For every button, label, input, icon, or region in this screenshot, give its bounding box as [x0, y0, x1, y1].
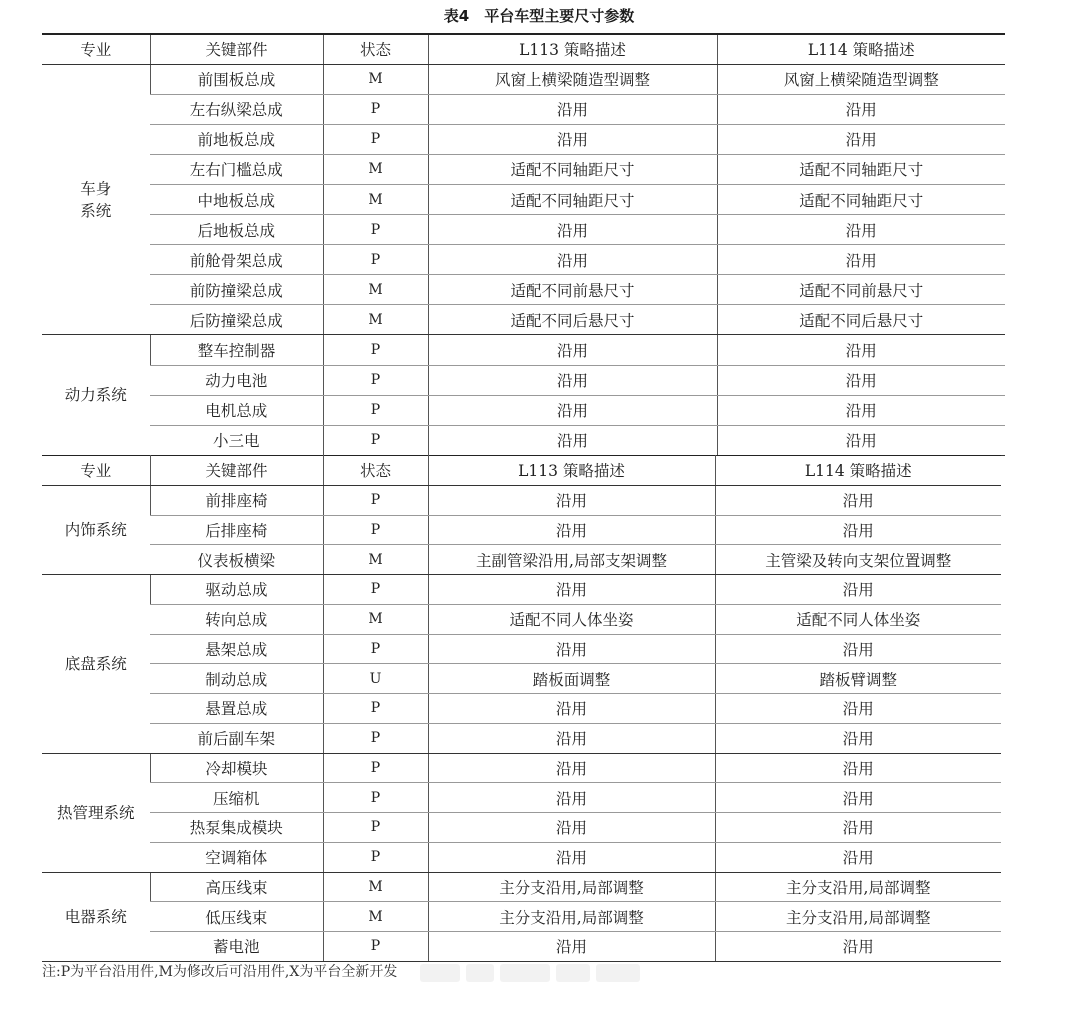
- header-status: 状态: [323, 34, 428, 64]
- table-header-row: [42, 456, 1001, 486]
- status-cell: P: [323, 124, 428, 154]
- header-l114-strategy: L114 策略描述: [717, 34, 1005, 64]
- l114-strategy-cell: 主分支沿用,局部调整: [715, 872, 1001, 902]
- l114-strategy-cell: 沿用: [717, 94, 1005, 124]
- part-name-cell: 整车控制器: [150, 335, 323, 365]
- status-cell: P: [323, 932, 428, 962]
- header-key-part: 关键部件: [150, 456, 323, 486]
- l114-strategy-cell: 沿用: [715, 634, 1001, 664]
- system-group-cell: [42, 753, 150, 872]
- part-name-cell: 冷却模块: [150, 753, 323, 783]
- l114-strategy-cell: 沿用: [717, 215, 1005, 245]
- l113-strategy-cell: 沿用: [428, 124, 717, 154]
- table-row: [42, 545, 1001, 575]
- part-name-cell: 后地板总成: [150, 215, 323, 245]
- l113-strategy-cell: 沿用: [428, 753, 715, 783]
- status-cell: U: [323, 664, 428, 694]
- table-row: [42, 842, 1001, 872]
- system-name-line: 热管理系统: [56, 803, 135, 822]
- l113-strategy-cell: 沿用: [428, 634, 715, 664]
- status-cell: P: [323, 783, 428, 813]
- table-row: [42, 94, 1005, 124]
- table-caption: 表4 平台车型主要尺寸参数: [443, 7, 635, 25]
- l113-strategy-cell: 适配不同前悬尺寸: [428, 275, 717, 305]
- table-row: [42, 395, 1005, 425]
- part-name-cell: 压缩机: [150, 783, 323, 813]
- status-cell: P: [323, 723, 428, 753]
- l113-strategy-cell: 沿用: [428, 515, 715, 545]
- table-row: [42, 694, 1001, 724]
- l113-strategy-cell: 适配不同后悬尺寸: [428, 305, 717, 335]
- part-name-cell: 前舱骨架总成: [150, 245, 323, 275]
- part-name-cell: 中地板总成: [150, 184, 323, 214]
- l113-strategy-cell: 适配不同人体坐姿: [428, 604, 715, 634]
- status-cell: P: [323, 694, 428, 724]
- l114-strategy-cell: 主分支沿用,局部调整: [715, 902, 1001, 932]
- l114-strategy-cell: 适配不同前悬尺寸: [717, 275, 1005, 305]
- header-l114-strategy: L114 策略描述: [715, 456, 1001, 486]
- table1-body: [42, 34, 1005, 455]
- status-cell: P: [323, 485, 428, 515]
- l113-strategy-cell: 沿用: [428, 813, 715, 843]
- part-name-cell: 左右纵梁总成: [150, 94, 323, 124]
- system-name-line: 内饰系统: [64, 520, 127, 539]
- l113-strategy-cell: 主分支沿用,局部调整: [428, 872, 715, 902]
- l113-strategy-cell: 沿用: [428, 842, 715, 872]
- part-name-cell: 蓄电池: [150, 932, 323, 962]
- spec-table-part-1: [42, 33, 1005, 456]
- table-row: [42, 184, 1005, 214]
- l114-strategy-cell: 踏板臂调整: [715, 664, 1001, 694]
- part-name-cell: 后排座椅: [150, 515, 323, 545]
- table-row: [42, 154, 1005, 184]
- status-cell: P: [323, 515, 428, 545]
- table-row: [42, 335, 1005, 365]
- system-name-line: 系统: [80, 201, 112, 220]
- l114-strategy-cell: 沿用: [715, 575, 1001, 605]
- l113-strategy-cell: 沿用: [428, 245, 717, 275]
- l114-strategy-cell: 风窗上横梁随造型调整: [717, 64, 1005, 94]
- system-group-cell: [42, 575, 150, 754]
- part-name-cell: 前围板总成: [150, 64, 323, 94]
- l113-strategy-cell: 沿用: [428, 395, 717, 425]
- table-header-row: [42, 34, 1005, 64]
- system-name-line: 底盘系统: [64, 654, 127, 673]
- status-cell: M: [323, 64, 428, 94]
- l114-strategy-cell: 适配不同人体坐姿: [715, 604, 1001, 634]
- status-cell: M: [323, 184, 428, 214]
- table-row: [42, 783, 1001, 813]
- part-name-cell: 制动总成: [150, 664, 323, 694]
- l113-strategy-cell: 沿用: [428, 335, 717, 365]
- l114-strategy-cell: 沿用: [717, 335, 1005, 365]
- header-l113-strategy: L113 策略描述: [428, 456, 715, 486]
- status-cell: P: [323, 94, 428, 124]
- header-l113-strategy: L113 策略描述: [428, 34, 717, 64]
- l114-strategy-cell: 沿用: [717, 425, 1005, 455]
- l113-strategy-cell: 适配不同轴距尺寸: [428, 184, 717, 214]
- table-row: [42, 124, 1005, 154]
- l113-strategy-cell: 沿用: [428, 215, 717, 245]
- status-cell: M: [323, 902, 428, 932]
- part-name-cell: 后防撞梁总成: [150, 305, 323, 335]
- part-name-cell: 悬置总成: [150, 694, 323, 724]
- part-name-cell: 高压线束: [150, 872, 323, 902]
- l114-strategy-cell: 沿用: [715, 932, 1001, 962]
- status-cell: P: [323, 753, 428, 783]
- status-cell: P: [323, 634, 428, 664]
- system-name-line: 车身: [80, 179, 112, 198]
- l114-strategy-cell: 适配不同轴距尺寸: [717, 154, 1005, 184]
- part-name-cell: 前防撞梁总成: [150, 275, 323, 305]
- l114-strategy-cell: 沿用: [715, 515, 1001, 545]
- l114-strategy-cell: 沿用: [715, 694, 1001, 724]
- table-note: 注:P为平台沿用件,M为修改后可沿用件,X为平台全新开发: [42, 964, 398, 980]
- table-row: [42, 515, 1001, 545]
- table-row: [42, 215, 1005, 245]
- table2-body: [42, 456, 1001, 962]
- l114-strategy-cell: 沿用: [717, 245, 1005, 275]
- l113-strategy-cell: 沿用: [428, 932, 715, 962]
- header-status: 状态: [323, 456, 428, 486]
- part-name-cell: 驱动总成: [150, 575, 323, 605]
- l114-strategy-cell: 适配不同轴距尺寸: [717, 184, 1005, 214]
- l114-strategy-cell: 沿用: [715, 753, 1001, 783]
- l113-strategy-cell: 沿用: [428, 723, 715, 753]
- system-group-cell: [42, 335, 150, 455]
- l114-strategy-cell: 沿用: [715, 783, 1001, 813]
- l113-strategy-cell: 沿用: [428, 365, 717, 395]
- header-discipline: 专业: [42, 456, 150, 486]
- table-row: [42, 902, 1001, 932]
- part-name-cell: 左右门槛总成: [150, 154, 323, 184]
- watermark: [420, 962, 660, 984]
- l113-strategy-cell: 主分支沿用,局部调整: [428, 902, 715, 932]
- l114-strategy-cell: 沿用: [717, 365, 1005, 395]
- l114-strategy-cell: 沿用: [715, 813, 1001, 843]
- table-row: [42, 575, 1001, 605]
- l113-strategy-cell: 适配不同轴距尺寸: [428, 154, 717, 184]
- part-name-cell: 低压线束: [150, 902, 323, 932]
- status-cell: M: [323, 872, 428, 902]
- part-name-cell: 动力电池: [150, 365, 323, 395]
- status-cell: M: [323, 604, 428, 634]
- header-discipline: 专业: [42, 34, 150, 64]
- table-row: [42, 872, 1001, 902]
- part-name-cell: 前后副车架: [150, 723, 323, 753]
- part-name-cell: 小三电: [150, 425, 323, 455]
- status-cell: P: [323, 215, 428, 245]
- system-group-cell: [42, 872, 150, 961]
- status-cell: P: [323, 395, 428, 425]
- status-cell: P: [323, 425, 428, 455]
- table-row: [42, 305, 1005, 335]
- table-row: [42, 813, 1001, 843]
- table-row: [42, 365, 1005, 395]
- l113-strategy-cell: 沿用: [428, 485, 715, 515]
- l114-strategy-cell: 沿用: [717, 395, 1005, 425]
- part-name-cell: 仪表板横梁: [150, 545, 323, 575]
- status-cell: P: [323, 245, 428, 275]
- spec-table-part-2: [42, 455, 1001, 962]
- l113-strategy-cell: 踏板面调整: [428, 664, 715, 694]
- l113-strategy-cell: 沿用: [428, 94, 717, 124]
- table-row: [42, 753, 1001, 783]
- part-name-cell: 前排座椅: [150, 485, 323, 515]
- status-cell: M: [323, 305, 428, 335]
- l113-strategy-cell: 沿用: [428, 425, 717, 455]
- l114-strategy-cell: 沿用: [715, 723, 1001, 753]
- table-row: [42, 634, 1001, 664]
- l114-strategy-cell: 沿用: [715, 485, 1001, 515]
- l114-strategy-cell: 沿用: [717, 124, 1005, 154]
- status-cell: M: [323, 275, 428, 305]
- l113-strategy-cell: 沿用: [428, 575, 715, 605]
- part-name-cell: 悬架总成: [150, 634, 323, 664]
- part-name-cell: 前地板总成: [150, 124, 323, 154]
- part-name-cell: 空调箱体: [150, 842, 323, 872]
- table-row: [42, 485, 1001, 515]
- table-row: [42, 932, 1001, 962]
- status-cell: P: [323, 365, 428, 395]
- status-cell: M: [323, 154, 428, 184]
- l113-strategy-cell: 沿用: [428, 694, 715, 724]
- table-row: [42, 723, 1001, 753]
- header-key-part: 关键部件: [150, 34, 323, 64]
- table-row: [42, 64, 1005, 94]
- l113-strategy-cell: 主副管梁沿用,局部支架调整: [428, 545, 715, 575]
- status-cell: P: [323, 335, 428, 365]
- part-name-cell: 转向总成: [150, 604, 323, 634]
- system-name-line: 动力系统: [64, 386, 127, 405]
- part-name-cell: 热泵集成模块: [150, 813, 323, 843]
- l114-strategy-cell: 主管梁及转向支架位置调整: [715, 545, 1001, 575]
- l114-strategy-cell: 沿用: [715, 842, 1001, 872]
- table-row: [42, 425, 1005, 455]
- system-group-cell: [42, 64, 150, 335]
- system-name-line: 电器系统: [64, 907, 127, 926]
- status-cell: P: [323, 842, 428, 872]
- status-cell: M: [323, 545, 428, 575]
- status-cell: P: [323, 813, 428, 843]
- l113-strategy-cell: 沿用: [428, 783, 715, 813]
- table-row: [42, 664, 1001, 694]
- l113-strategy-cell: 风窗上横梁随造型调整: [428, 64, 717, 94]
- table-row: [42, 275, 1005, 305]
- table-row: [42, 604, 1001, 634]
- l114-strategy-cell: 适配不同后悬尺寸: [717, 305, 1005, 335]
- status-cell: P: [323, 575, 428, 605]
- system-group-cell: [42, 485, 150, 574]
- part-name-cell: 电机总成: [150, 395, 323, 425]
- table-row: [42, 245, 1005, 275]
